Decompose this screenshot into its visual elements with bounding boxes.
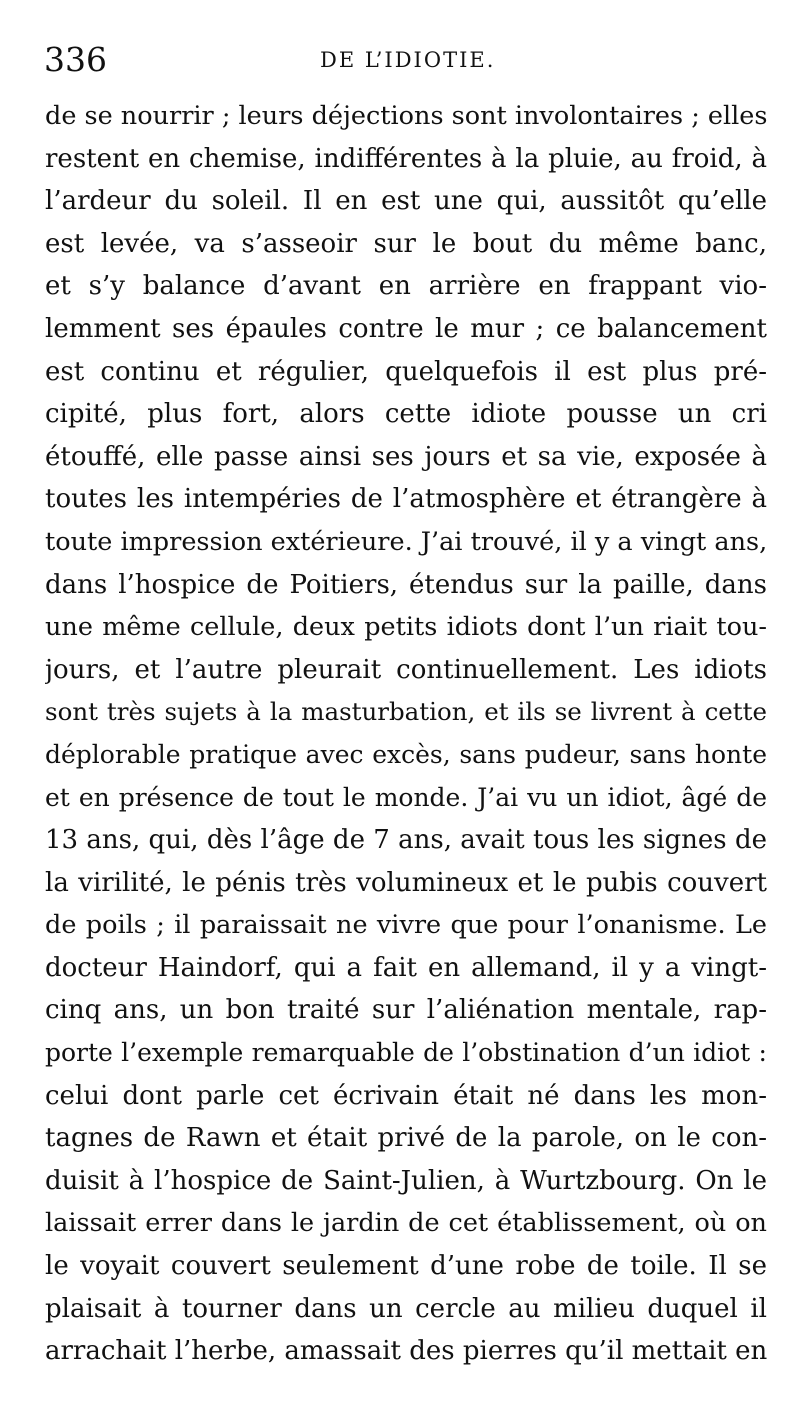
text-line: toutes les intempéries de l’atmosphère et étrangère à <box>45 484 767 515</box>
text-line: est levée, va s’asseoir sur le bout du même banc, <box>45 228 767 259</box>
text-line: arrachait l’herbe, amassait des pierres qu’il mettait en <box>45 1336 767 1367</box>
text-line: restent en chemise, indifférentes à la pluie, au froid, à <box>45 143 767 174</box>
text-line: le voyait couvert seulement d’une robe de toile. Il se <box>45 1251 767 1282</box>
text-line: tagnes de Rawn et était privé de la parole, on le con- <box>45 1123 767 1154</box>
text-line: la virilité, le pénis très volumineux et le pubis couvert <box>45 867 767 898</box>
text-line: dans l’hospice de Poitiers, étendus sur la paille, dans <box>45 569 767 600</box>
text-line: laissait errer dans le jardin de cet établissement, où on <box>45 1208 767 1239</box>
text-line: l’ardeur du soleil. Il en est une qui, aussitôt qu’elle <box>45 186 767 217</box>
text-line: et s’y balance d’avant en arrière en frappant vio- <box>45 271 767 302</box>
text-line: 13 ans, qui, dès l’âge de 7 ans, avait tous les signes de <box>45 825 767 856</box>
page-number: 336 <box>44 40 107 79</box>
text-line: sont très sujets à la masturbation, et ils se livrent à cette <box>45 697 767 727</box>
text-line: étouffé, elle passe ainsi ses jours et sa vie, exposée à <box>45 441 767 472</box>
text-line: docteur Haindorf, qui a fait en allemand, il y a vingt- <box>45 952 767 983</box>
text-line: cipité, plus fort, alors cette idiote pousse un cri <box>45 399 767 430</box>
text-line: plaisait à tourner dans un cercle au milieu duquel il <box>45 1293 767 1324</box>
text-line: celui dont parle cet écrivain était né dans les mon- <box>45 1080 767 1111</box>
text-line: déplorable pratique avec excès, sans pudeur, sans honte <box>45 739 767 769</box>
text-line: duisit à l’hospice de Saint-Julien, à Wurtzbourg. On le <box>45 1165 767 1196</box>
text-line: cinq ans, un bon traité sur l’aliénation mentale, rap- <box>45 995 767 1026</box>
text-line: de poils ; il paraissait ne vivre que pour l’onanisme. Le <box>45 910 767 941</box>
text-line: porte l’exemple remarquable de l’obstination d’un idiot : <box>45 1038 767 1068</box>
text-line: une même cellule, deux petits idiots dont l’un riait tou- <box>45 612 767 643</box>
body-text <box>45 95 767 1373</box>
text-line: lemment ses épaules contre le mur ; ce balancement <box>45 313 767 344</box>
page-header <box>44 38 764 86</box>
text-line: jours, et l’autre pleurait continuellement. Les idiots <box>45 654 767 685</box>
text-line: de se nourrir ; leurs déjections sont involontaires ; elles <box>45 101 767 131</box>
running-head: DE L’IDIOTIE. <box>320 48 496 72</box>
text-line: et en présence de tout le monde. J’ai vu un idiot, âgé de <box>45 782 767 812</box>
text-line: est continu et régulier, quelquefois il est plus pré- <box>45 356 767 387</box>
text-line: toute impression extérieure. J’ai trouvé, il y a vingt ans, <box>45 526 767 557</box>
